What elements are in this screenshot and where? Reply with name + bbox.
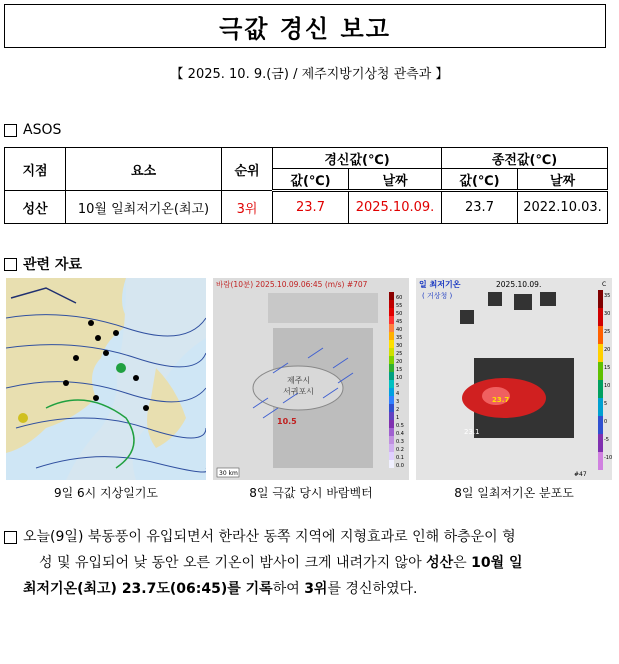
- temp-legend-swatch: [598, 362, 603, 380]
- wind-legend-swatch: [389, 452, 394, 460]
- report-title-text: 극값 경신 보고: [219, 14, 391, 43]
- wind-legend-label: 0.2: [396, 447, 404, 453]
- wind-legend-label: 20: [396, 359, 403, 365]
- summary-station: 성산: [426, 555, 454, 571]
- header-previous-value: 값(℃): [442, 169, 518, 191]
- wind-legend-swatch: [389, 428, 394, 436]
- wind-legend-swatch: [389, 340, 394, 348]
- temp-legend-swatch: [598, 308, 603, 326]
- temp-tag: ( 거상청 ): [422, 292, 453, 300]
- wind-scale: 30 km: [219, 470, 238, 477]
- summary-line3: [23, 576, 523, 602]
- temp-legend-swatch: [598, 398, 603, 416]
- wind-label-seogwipo: 서귀포시: [283, 387, 314, 396]
- temp-legend-label: 15: [604, 365, 611, 371]
- header-updated: 경신값(℃): [273, 148, 442, 169]
- wind-legend-label: 15: [396, 367, 403, 373]
- temp-legend-label: 0: [604, 419, 608, 425]
- temp-legend-label: 5: [604, 401, 608, 407]
- checkbox-icon: [4, 124, 17, 137]
- header-updated-value: 값(℃): [273, 169, 349, 191]
- wind-legend-label: 30: [396, 343, 403, 349]
- temp-legend-label: 20: [604, 347, 611, 353]
- temp-legend-label: 10: [604, 383, 611, 389]
- report-subtitle: 【 2025. 10. 9.(금) / 제주지방기상청 관측과 】: [170, 67, 449, 82]
- temp-legend-label: -10: [604, 455, 612, 461]
- related-heading-text: 관련 자료: [23, 257, 82, 273]
- caption-wind-vector: 8일 극값 당시 바람벡터: [249, 486, 373, 500]
- wind-legend-label: 0.5: [396, 423, 404, 429]
- wind-legend-swatch: [389, 292, 394, 300]
- wind-legend-swatch: [389, 396, 394, 404]
- summary-element-1: 10월 일: [471, 555, 523, 571]
- temp-legend-swatch: [598, 344, 603, 362]
- summary-part2: 성 및 유입되어 낮 동안 오른 기온이 밤사이 크게 내려가지 않아: [39, 555, 427, 571]
- wind-legend-swatch: [389, 380, 394, 388]
- temp-value-1: 23.7: [492, 396, 510, 404]
- wind-legend-swatch: [389, 348, 394, 356]
- temp-legend-label: 30: [604, 311, 611, 317]
- temp-legend-swatch: [598, 326, 603, 344]
- wind-legend-swatch: [389, 388, 394, 396]
- wind-legend-swatch: [389, 404, 394, 412]
- cell-updated-value: 23.7: [273, 191, 349, 224]
- wind-legend-label: 0.1: [396, 455, 404, 461]
- asos-table: [4, 147, 608, 224]
- wind-legend-label: 35: [396, 335, 403, 341]
- temp-legend-swatch: [598, 380, 603, 398]
- wind-label-jeju: 제주시: [287, 376, 311, 385]
- wind-legend-label: 25: [396, 351, 403, 357]
- wind-legend-swatch: [389, 316, 394, 324]
- wind-legend-swatch: [389, 332, 394, 340]
- temp-legend-label: 25: [604, 329, 611, 335]
- summary-line2: [23, 550, 523, 576]
- summary-body: [23, 524, 523, 602]
- temp-legend-label: -5: [604, 437, 609, 443]
- cell-previous-date: 2022.10.03.: [518, 191, 608, 224]
- header-updated-date: 날짜: [349, 169, 442, 191]
- wind-legend-swatch: [389, 460, 394, 468]
- temp-value-2: 23.1: [464, 428, 480, 436]
- asos-heading-text: ASOS: [23, 122, 62, 138]
- summary-part3: 은: [453, 555, 472, 571]
- checkbox-icon: [4, 531, 17, 544]
- asos-section-heading: [4, 122, 61, 138]
- wind-legend-label: 0.3: [396, 439, 404, 445]
- wind-legend-swatch: [389, 412, 394, 420]
- summary-part4: 하여: [272, 581, 305, 597]
- wind-value: 10.5: [277, 417, 297, 426]
- wind-legend-swatch: [389, 364, 394, 372]
- header-rank: 순위: [222, 148, 273, 191]
- wind-legend-swatch: [389, 444, 394, 452]
- wind-legend-swatch: [389, 308, 394, 316]
- temp-legend-swatch: [598, 290, 603, 308]
- cell-updated-date: 2025.10.09.: [349, 191, 442, 224]
- temp-unit: C: [602, 281, 607, 288]
- wind-legend-label: 10: [396, 375, 403, 381]
- cell-element: 10월 일최저기온(최고): [66, 191, 222, 224]
- wind-legend-label: 2: [396, 407, 400, 413]
- wind-legend-label: 4: [396, 391, 400, 397]
- wind-vector-image: [213, 278, 409, 480]
- wind-legend-label: 1: [396, 415, 400, 421]
- report-title: [4, 4, 606, 48]
- summary-part5: 를 경신하였다.: [327, 581, 418, 597]
- summary-rank: 3위: [304, 581, 328, 597]
- caption-surface-chart: 9일 6시 지상일기도: [53, 486, 159, 500]
- wind-legend-label: 60: [396, 295, 403, 301]
- wind-legend-swatch: [389, 356, 394, 364]
- wind-legend-label: 45: [396, 319, 403, 325]
- temp-header: 일 최저기온: [419, 280, 461, 289]
- related-section-heading: [4, 254, 82, 274]
- summary-paragraph: [4, 524, 612, 602]
- wind-legend-swatch: [389, 324, 394, 332]
- summary-line1: 오늘(9일) 북동풍이 유입되면서 한라산 동쪽 지역에 지형효과로 인해 하층운이 형: [23, 529, 516, 545]
- cell-previous-value: 23.7: [442, 191, 518, 224]
- cell-station: 성산: [5, 191, 66, 224]
- header-previous: 종전값(℃): [442, 148, 608, 169]
- temp-legend-swatch: [598, 434, 603, 452]
- caption-min-temp: 8일 일최저기온 분포도: [454, 486, 574, 500]
- temp-legend-swatch: [598, 452, 603, 470]
- wind-legend-label: 0.0: [396, 463, 404, 469]
- checkbox-icon: [4, 258, 17, 271]
- min-temp-distribution-image: [416, 278, 612, 480]
- temp-date: 2025.10.09.: [496, 280, 542, 289]
- surface-weather-chart-image: [6, 278, 206, 480]
- temp-legend-swatch: [598, 416, 603, 434]
- wind-legend-label: 5: [396, 383, 400, 389]
- wind-legend-label: 40: [396, 327, 403, 333]
- wind-legend-swatch: [389, 372, 394, 380]
- header-station: 지점: [5, 148, 66, 191]
- wind-legend-label: 0.4: [396, 431, 404, 437]
- header-previous-date: 날짜: [518, 169, 608, 191]
- temp-legend-label: 35: [604, 293, 611, 299]
- header-element: 요소: [66, 148, 222, 191]
- wind-legend-label: 50: [396, 311, 403, 317]
- wind-legend-swatch: [389, 420, 394, 428]
- wind-legend-swatch: [389, 436, 394, 444]
- wind-legend-label: 3: [396, 399, 400, 405]
- wind-legend-swatch: [389, 300, 394, 308]
- wind-legend-label: 55: [396, 303, 403, 309]
- temp-num: #47: [574, 471, 587, 478]
- cell-rank: 3위: [222, 191, 273, 224]
- wind-header: 바람(10분) 2025.10.09.06:45 (m/s) #707: [216, 280, 368, 289]
- summary-element-2: 최저기온(최고) 23.7도(06:45)를 기록: [23, 581, 273, 597]
